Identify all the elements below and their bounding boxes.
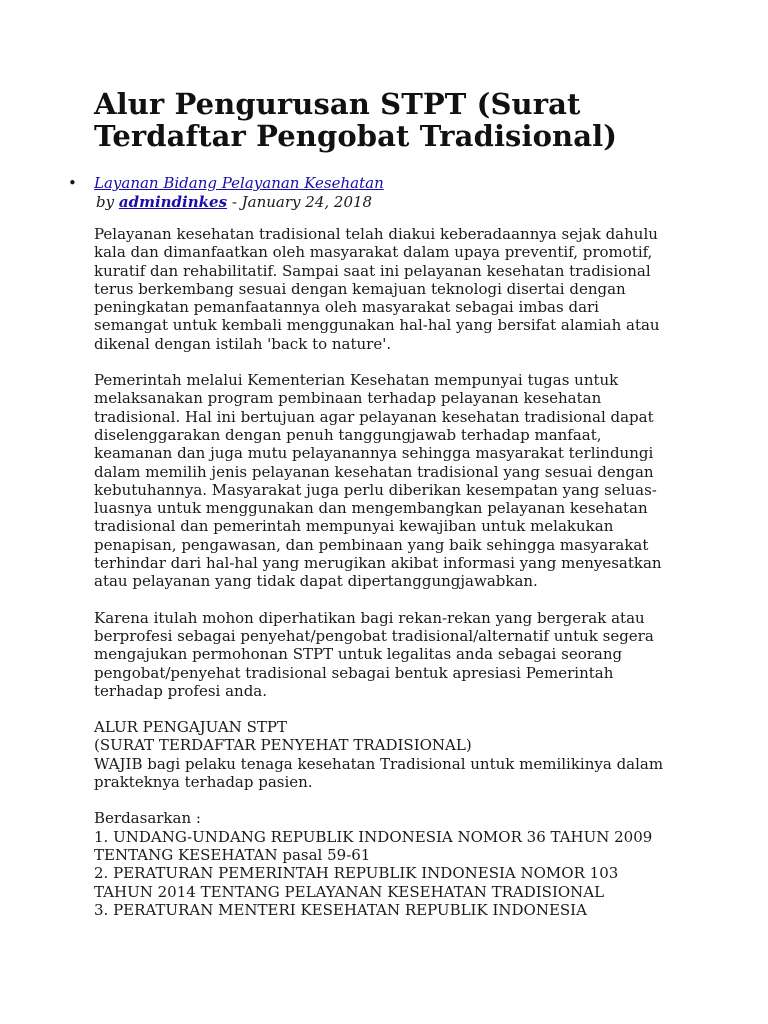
paragraph-government	[94, 371, 738, 591]
paragraph-line: pengobat/penyehat tradisional sebagai bentuk apresiasi Pemerintah	[94, 663, 614, 682]
paragraph-line: diselenggarakan dengan penuh tanggungjawab terhadap manfaat,	[94, 425, 602, 444]
paragraph-line: dalam memilih jenis pelayanan kesehatan tradisional yang sesuai dengan	[94, 462, 654, 481]
paragraph-line: berprofesi sebagai penyehat/pengobat tradisional/alternatif untuk segera	[94, 626, 654, 645]
paragraph-line: keamanan dan juga mutu pelayanannya sehingga masyarakat terlindungi	[94, 444, 654, 463]
paragraph-line: melaksanakan program pembinaan terhadap pelayanan kesehatan	[94, 389, 602, 408]
legal-basis-item: 2. PERATURAN PEMERINTAH REPUBLIK INDONESIA NOMOR 103	[94, 864, 619, 883]
legal-basis-heading: Berdasarkan :	[94, 809, 201, 828]
post-meta	[68, 174, 738, 212]
paragraph-line: kala dan dimanfaatkan oleh masyarakat dalam upaya preventif, promotif,	[94, 243, 653, 262]
paragraph-line: semangat untuk kembali menggunakan hal-hal yang bersifat alamiah atau	[94, 316, 660, 335]
paragraph-line: Karena itulah mohon diperhatikan bagi rekan-rekan yang bergerak atau	[94, 608, 645, 627]
title-line-2: Terdaftar Pengobat Tradisional)	[94, 119, 618, 153]
paragraph-line: penapisan, pengawasan, dan pembinaan yang baik sehingga masyarakat	[94, 535, 649, 554]
legal-basis-item: 3. PERATURAN MENTERI KESEHATAN REPUBLIK INDONESIA	[94, 900, 587, 919]
paragraph-line: atau pelayanan yang tidak dapat dipertanggungjawabkan.	[94, 572, 538, 591]
article-title	[94, 88, 738, 152]
legal-basis-item: TENTANG KESEHATAN pasal 59-61	[94, 845, 371, 864]
paragraph-line: terhindar dari hal-hal yang merugikan akibat informasi yang menyesatkan	[94, 554, 662, 573]
paragraph-line: terhadap profesi anda.	[94, 681, 268, 700]
paragraph-line: Pelayanan kesehatan tradisional telah diakui keberadaannya sejak dahulu	[94, 225, 658, 243]
paragraph-line: kuratif dan rehabilitatif. Sampai saat ini pelayanan kesehatan tradisional	[94, 261, 651, 280]
section-heading: ALUR PENGAJUAN STPT	[94, 718, 287, 737]
byline-prefix: by	[96, 193, 115, 211]
article-body	[94, 225, 738, 919]
legal-basis-item: 1. UNDANG-UNDANG REPUBLIK INDONESIA NOMOR 36 TAHUN 2009	[94, 827, 653, 846]
paragraph-line: dikenal dengan istilah 'back to nature'.	[94, 334, 392, 353]
paragraph-intro	[94, 225, 738, 353]
post-date: - January 24, 2018	[231, 193, 373, 211]
category-link[interactable]: Layanan Bidang Pelayanan Kesehatan	[94, 174, 384, 192]
post-meta-item	[68, 174, 738, 212]
legal-basis-item: TAHUN 2014 TENTANG PELAYANAN KESEHATAN TRADISIONAL	[94, 882, 605, 901]
bullet-icon: •	[68, 174, 77, 192]
paragraph-line: mengajukan permohonan STPT untuk legalitas anda sebagai seorang	[94, 645, 623, 664]
paragraph-line: kebutuhannya. Masyarakat juga perlu diberikan kesempatan yang seluas-	[94, 480, 657, 499]
paragraph-appeal	[94, 609, 738, 700]
paragraph-line: peningkatan pemanfaatannya oleh masyarakat sebagai imbas dari	[94, 298, 599, 317]
paragraph-line: Pemerintah melalui Kementerian Kesehatan mempunyai tugas untuk	[94, 371, 619, 390]
requirement-line: WAJIB bagi pelaku tenaga kesehatan Tradisional untuk memilikinya dalam	[94, 754, 664, 773]
title-line-1: Alur Pengurusan STPT (Surat	[94, 87, 581, 121]
paragraph-line: tradisional. Hal ini bertujuan agar pelayanan kesehatan tradisional dapat	[94, 407, 654, 426]
paragraph-line: terus berkembang sesuai dengan kemajuan teknologi disertai dengan	[94, 279, 626, 298]
byline	[96, 193, 738, 212]
author-link[interactable]: admindinkes	[118, 193, 228, 211]
requirement-line: prakteknya terhadap pasien.	[94, 773, 313, 792]
paragraph-line: luasnya untuk menggunakan dan mengembangkan pelayanan kesehatan	[94, 499, 648, 518]
legal-basis-block	[94, 809, 738, 919]
section-subheading: (SURAT TERDAFTAR PENYEHAT TRADISIONAL)	[94, 736, 472, 755]
stpt-heading-block	[94, 718, 738, 791]
paragraph-line: tradisional dan pemerintah mempunyai kewajiban untuk melakukan	[94, 517, 614, 536]
